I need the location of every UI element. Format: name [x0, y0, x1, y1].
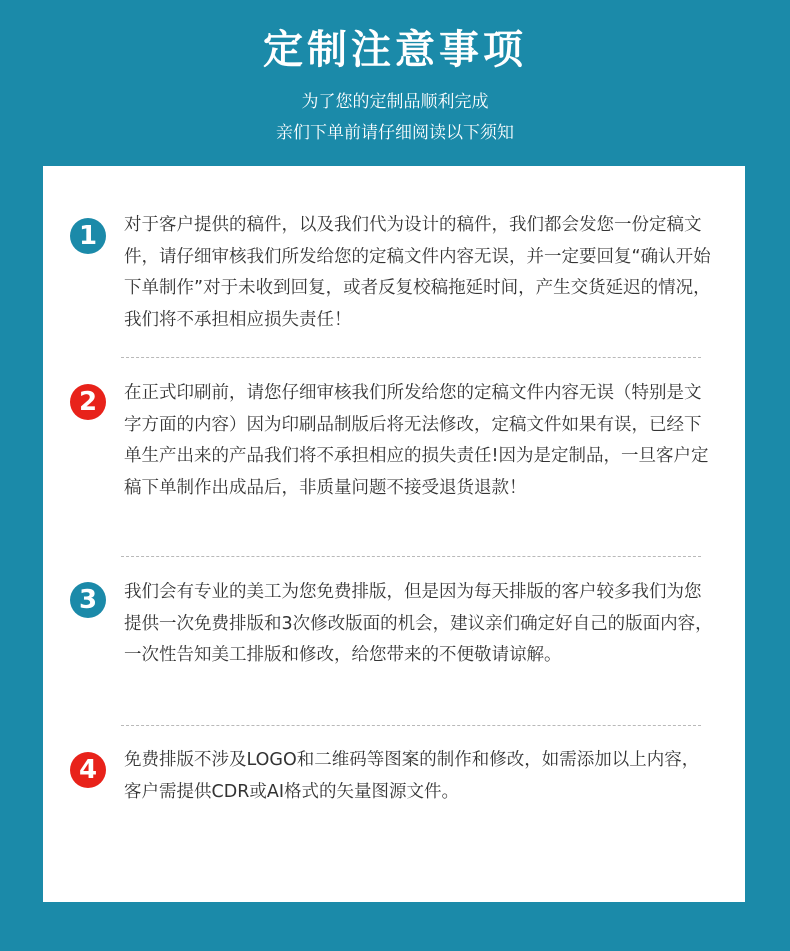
note-1-text: 对于客户提供的稿件，以及我们代为设计的稿件，我们都会发您一份定稿文件，请仔细审核我们所发给您的定稿文件内容无误，并一定要回复“确认开始下单制作”对于未收到回复，或者反复校稿拖延时间，产生交货延迟的情况，我们将不承担相应损失责任！	[124, 215, 711, 330]
note-4-number-badge: 4	[70, 752, 106, 788]
note-4-text: 免费排版不涉及LOGO和二维码等图案的制作和修改，如需添加以上内容，客户需提供CDR或AI格式的矢量图源文件。	[124, 750, 700, 802]
note-2-number-badge: 2	[70, 384, 106, 420]
note-1-number-badge: 1	[70, 218, 106, 254]
note-divider	[121, 357, 701, 358]
footer-strip	[0, 902, 790, 951]
note-2-text: 在正式印刷前，请您仔细审核我们所发给您的定稿文件内容无误（特别是文字方面的内容）因为印刷品制版后将无法修改，定稿文件如果有误，已经下单生产出来的产品我们将不承担相应的损失责任!因为是定制品，一旦客户定稿下单制作出成品后，非质量问题不接受退货退款！	[124, 383, 709, 498]
note-3-text: 我们会有专业的美工为您免费排版，但是因为每天排版的客户较多我们为您提供一次免费排版和3次修改版面的机会，建议亲们确定好自己的版面内容，一次性告知美工排版和修改，给您带来的不便敬请谅解。	[124, 582, 713, 665]
note-3-number-badge: 3	[70, 582, 106, 618]
page-title: 定制注意事项	[263, 27, 527, 73]
note-divider	[121, 725, 701, 726]
subtitle-line-2: 亲们下单前请仔细阅读以下须知	[276, 123, 514, 143]
subtitle-line-1: 为了您的定制品顺利完成	[301, 92, 489, 112]
note-divider	[121, 556, 701, 557]
notice-card	[43, 166, 745, 902]
